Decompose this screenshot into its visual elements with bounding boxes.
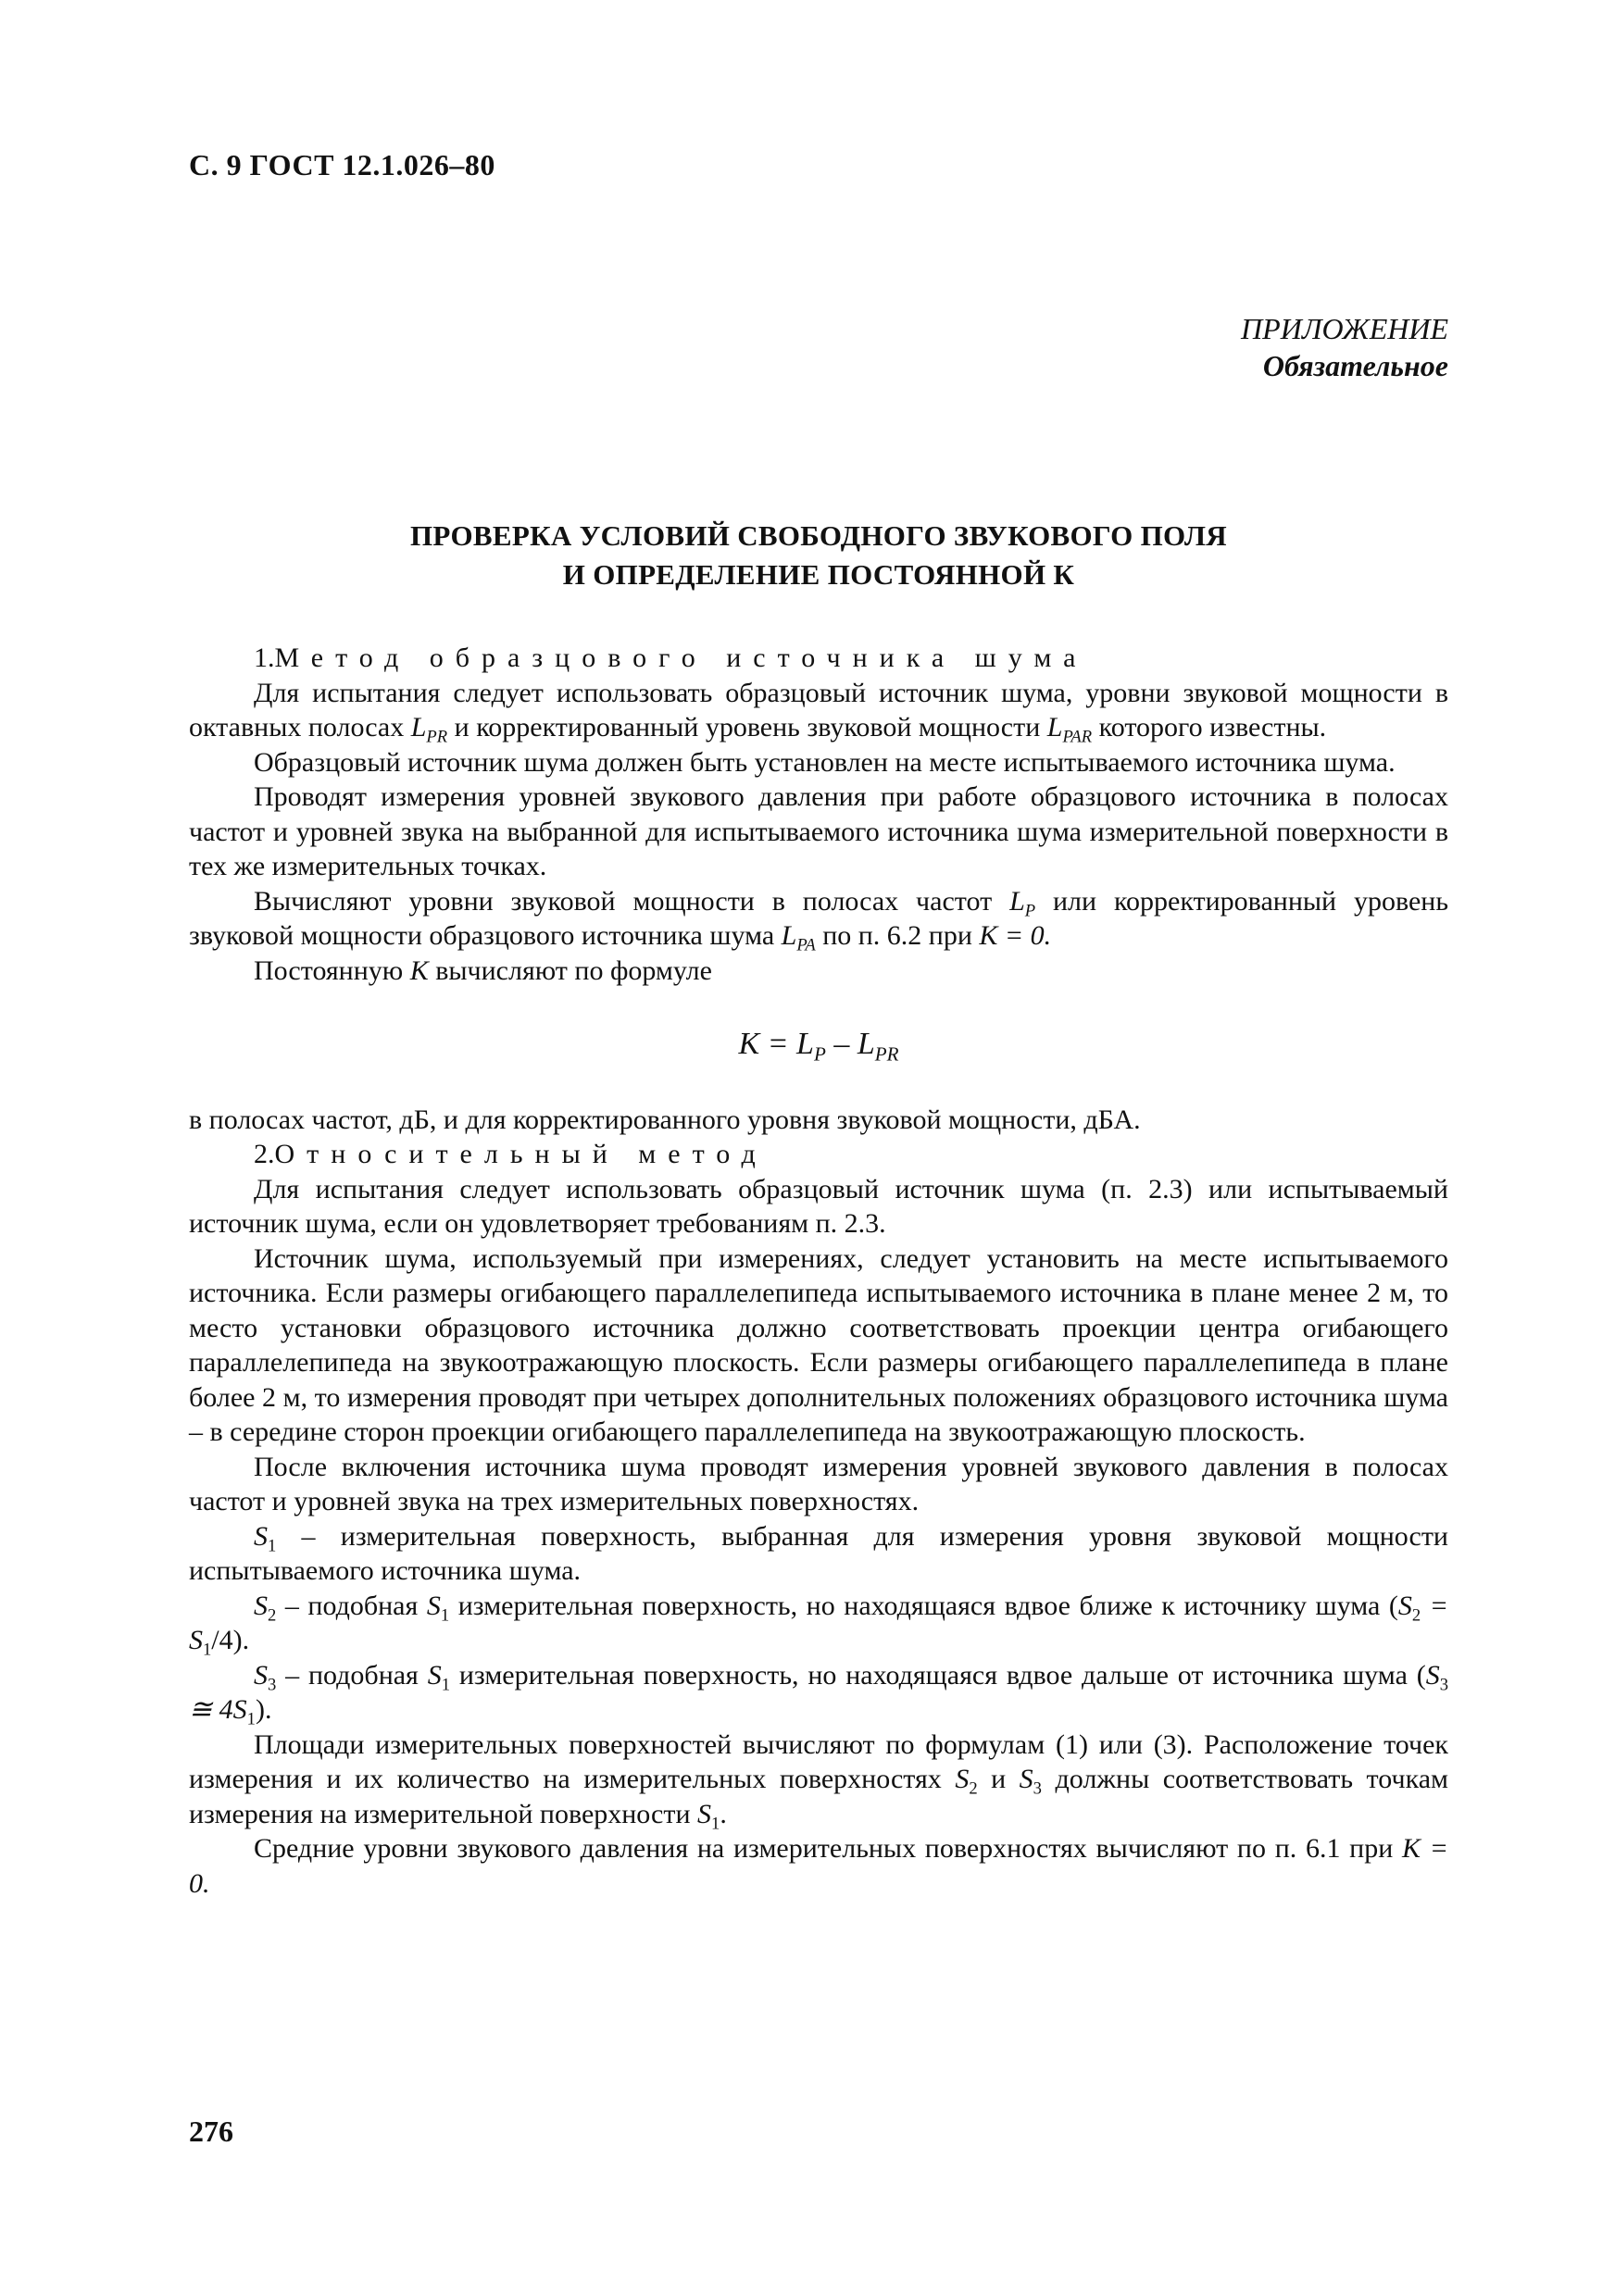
text-run: должны соответствовать точкам измерения на измерительной поверхности <box>189 1764 1448 1829</box>
section-2-heading <box>189 1137 1448 1172</box>
appendix-title: ПРИЛОЖЕНИЕ <box>1241 312 1448 345</box>
appendix-status: Обязательное <box>1262 349 1448 382</box>
equation-part: = S <box>189 1590 1449 1655</box>
symbol: S <box>427 1659 442 1691</box>
subscript: PR <box>426 727 448 747</box>
subscript: PAR <box>1062 727 1093 747</box>
document-header: С. 9 ГОСТ 12.1.026–80 <box>189 148 495 181</box>
definition-s1 <box>189 1519 1448 1589</box>
subscript: P <box>1024 901 1036 920</box>
paragraph <box>189 884 1448 954</box>
section-1-heading <box>189 641 1448 676</box>
section-2-title: Относительный метод <box>274 1139 768 1169</box>
subscript: 3 <box>268 1675 277 1694</box>
equation-part: ≅ 4S <box>189 1694 247 1725</box>
formula-part: K = L <box>738 1027 814 1061</box>
document-body <box>189 641 1448 1901</box>
text-run: . <box>264 1694 272 1725</box>
appendix-label <box>1241 310 1448 384</box>
symbol: S <box>1425 1659 1440 1691</box>
text-run: или корректированный уровень звуковой мощности образцового источника шума <box>189 885 1449 951</box>
text-run: измерительная поверхность, но находящаяся вдвое ближе к источнику шума ( <box>449 1590 1398 1621</box>
paragraph <box>189 1728 1448 1832</box>
symbol: S <box>955 1764 970 1794</box>
paragraph <box>189 954 1448 989</box>
text-run: . <box>720 1798 727 1829</box>
formula-k <box>189 1027 1448 1066</box>
paragraph: После включения источника шума проводят измерения уровней звукового давления в полосах частот и уровней звука на трех измерительных поверхностях. <box>189 1451 1448 1516</box>
definition-s3 <box>189 1658 1448 1728</box>
text-run: измерительная поверхность, но находящаяся вдвое дальше от источника шума ( <box>450 1659 1426 1691</box>
subscript: 2 <box>1411 1605 1421 1625</box>
text-run: – подобная <box>276 1590 427 1621</box>
subscript: 1 <box>246 1709 256 1729</box>
subscript: 3 <box>1033 1778 1042 1799</box>
text-run: /4) <box>211 1625 243 1655</box>
formula-subscript: PR <box>874 1042 899 1066</box>
paragraph: Источник шума, используемый при измерениях, следует установить на месте испытываемого источника. Если размеры огибающего параллелепипеда испытываемого источника в плане менее 2 м, то место установки образцового источника должно соответствовать проекции центра огибающего параллелепипеда на звукоотражающую плоскость. Если размеры огибающего параллелепипеда в плане более 2 м, то измерения проводят при четырех дополнительных положениях образцового источника шума – в середине сторон проекции огибающего параллелепипеда на звукоотражающую плоскость. <box>189 1242 1448 1447</box>
formula-subscript: P <box>813 1042 826 1066</box>
text-run: и корректированный уровень звуковой мощности <box>447 712 1047 742</box>
text-run: которого известны. <box>1092 712 1327 742</box>
text-run: ) <box>255 1694 265 1725</box>
text-run: Площади измерительных поверхностей вычисляют по формулам (1) или (3). Расположение точек измерения и их количество на измерительных поверхностях <box>189 1728 1448 1794</box>
paragraph: Образцовый источник шума должен быть установлен на месте испытываемого источника шума. <box>254 746 1396 778</box>
subscript: 1 <box>203 1640 212 1660</box>
paragraph <box>189 1831 1448 1901</box>
symbol: K <box>409 955 429 986</box>
section-2-number: 2. <box>254 1139 275 1169</box>
text-run: Постоянную <box>254 955 410 986</box>
paragraph: в полосах частот, дБ, и для корректированного уровня звуковой мощности, дБА. <box>189 1104 1141 1135</box>
equation-inline: K = 0. <box>979 920 1052 951</box>
subscript: 3 <box>1439 1675 1449 1694</box>
subscript: 1 <box>268 1536 277 1555</box>
formula-part: – L <box>825 1027 875 1061</box>
subscript: 1 <box>711 1814 720 1833</box>
subscript: PA <box>796 935 816 955</box>
symbol: S <box>1019 1764 1033 1794</box>
text-run: – подобная <box>276 1659 428 1691</box>
paragraph: Для испытания следует использовать образцовый источник шума (п. 2.3) или испытываемый источник шума, если он удовлетворяет требованиям п. 2.3. <box>189 1173 1448 1239</box>
page-title <box>189 517 1448 594</box>
symbol: S <box>426 1590 441 1621</box>
symbol: S <box>254 1520 268 1552</box>
symbol: S <box>254 1659 268 1691</box>
text-run: Вычисляют уровни звуковой мощности в полосах частот <box>254 885 1010 917</box>
symbol: L <box>1046 712 1063 742</box>
text-run: Средние уровни звукового давления на измерительных поверхностях вычисляют по п. 6.1 при <box>254 1833 1403 1864</box>
text-run: и <box>977 1764 1020 1794</box>
paragraph: Проводят измерения уровней звукового давления при работе образцового источника в полосах частот и уровней звука на выбранной для испытываемого источника шума измерительной поверхности в тех же измерительных точках. <box>189 781 1448 881</box>
equation-inline: K = 0. <box>189 1833 1448 1899</box>
text-run: . <box>242 1625 250 1655</box>
title-line-2: И ОПРЕДЕЛЕНИЕ ПОСТОЯННОЙ К <box>562 558 1075 591</box>
text-run: Для испытания следует использовать образцовый источник шума, уровни звуковой мощности в октавных полосах <box>189 677 1448 742</box>
definition-s2 <box>189 1589 1448 1658</box>
title-line-1: ПРОВЕРКА УСЛОВИЙ СВОБОДНОГО ЗВУКОВОГО ПОЛЯ <box>410 519 1227 552</box>
section-1-number: 1. <box>254 643 275 673</box>
text-run: вычисляют по формуле <box>428 955 712 986</box>
symbol: L <box>410 712 427 742</box>
symbol: S <box>254 1590 268 1621</box>
subscript: 1 <box>441 1675 450 1694</box>
symbol: S <box>1397 1590 1412 1621</box>
symbol: L <box>1009 885 1025 917</box>
page-number: 276 <box>189 2115 233 2148</box>
paragraph <box>189 676 1448 745</box>
text-run: по п. 6.2 при <box>815 920 980 951</box>
section-1-title: Метод образцового источника шума <box>274 643 1088 673</box>
subscript: 1 <box>440 1605 450 1625</box>
subscript: 2 <box>969 1778 978 1799</box>
symbol: S <box>697 1798 712 1829</box>
subscript: 2 <box>268 1605 277 1625</box>
symbol: L <box>781 920 797 951</box>
text-run: – измерительная поверхность, выбранная для измерения уровня звуковой мощности испытываемого источника шума. <box>189 1520 1448 1586</box>
